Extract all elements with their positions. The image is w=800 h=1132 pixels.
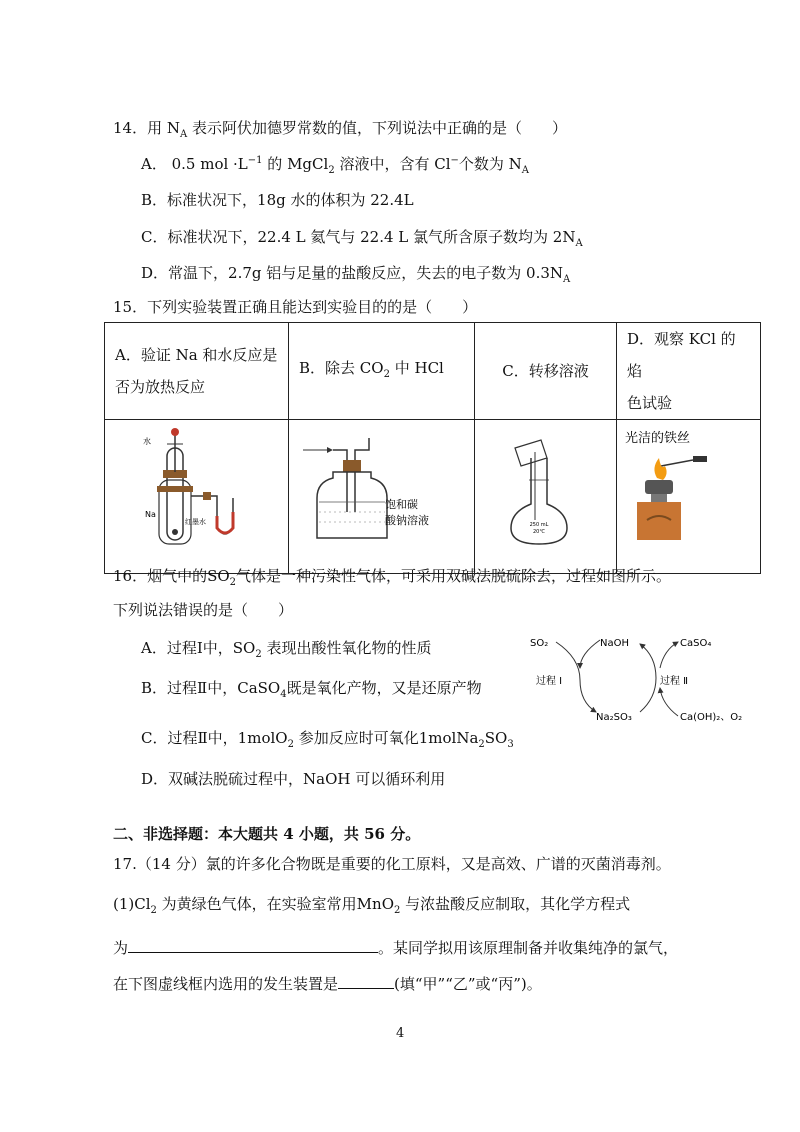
q16-option-d: D．双碱法脱硫过程中，NaOH 可以循环利用	[141, 770, 446, 788]
diagram-na2so3: Na₂SO₃	[596, 712, 632, 723]
q14-option-a: A． 0.5 mol $\cdot L^{-1}$ 的 MgCl$_2$ 溶液中，含有 Cl−个数为 $N_A$	[141, 155, 530, 176]
q14-option-d: D．常温下，2.7g 铝与足量的盐酸反应，失去的电子数为 $0.3N_A$	[141, 264, 571, 285]
diagram-process-2: 过程 Ⅱ	[660, 676, 689, 687]
q17-stem: 17.（14 分）氯的许多化合物既是重要的化工原料，又是高效、广谱的灭菌消毒剂。	[113, 855, 671, 873]
red-ink-label: 红墨水	[185, 518, 206, 526]
q16-stem-2: 下列说法错误的是（ ）	[113, 601, 294, 619]
diagram-arrow-5	[660, 642, 678, 668]
diagram-so2: SO₂	[530, 638, 549, 649]
diagram-caoh2-o2: Ca(OH)₂、O₂	[680, 712, 743, 723]
na-water-apparatus-image	[105, 420, 289, 562]
q14-option-b: B．标准状况下，18g 水的体积为 22.4L	[141, 191, 414, 209]
q15-apparatus-table	[104, 322, 761, 574]
q15-stem: 15．下列实验装置正确且能达到实验目的的是（ ）	[113, 298, 478, 316]
q17-part1-line1: $(1)Cl_2$ 为黄绿色气体，在实验室常用MnO$_2$ 与浓盐酸反应制取，其化学方程式	[113, 895, 631, 916]
cell-d-caption: D．观察 KCl 的焰 色试验	[617, 323, 761, 420]
cell-b-caption: B．除去 $CO_2$ 中 HCl	[289, 323, 475, 420]
water-label: 水	[143, 437, 151, 446]
cell-b-apparatus	[289, 420, 475, 574]
solution-label-2: 酸钠溶液	[385, 514, 429, 527]
q16-stem-1: 16．烟气中的$SO_2$气体是一种污染性气体，可采用双碱法脱硫除去，过程如图所示。	[113, 567, 672, 588]
solution-label-1: 饱和碳	[385, 498, 418, 511]
cell-a-caption: A．验证 Na 和水反应是 否为放热反应	[105, 323, 289, 420]
cell-c-apparatus	[475, 420, 617, 574]
q17-part1-line3: 在下图虚线框内选用的发生装置是 (填“甲”“乙”或“丙”)。	[113, 975, 542, 993]
cell-a-apparatus	[105, 420, 289, 574]
q14-option-c: C．标准状况下，22.4 L 氦气与 22.4 L 氯气所含原子数均为 $2N_A$	[141, 228, 583, 249]
diagram-caso4: CaSO₄	[680, 638, 712, 649]
double-alkali-process-diagram	[528, 628, 760, 728]
apparatus-answer-blank[interactable]	[338, 974, 394, 989]
gas-washing-bottle-image	[289, 420, 475, 562]
equation-answer-blank[interactable]	[128, 938, 378, 953]
q16-option-b: B．过程Ⅱ中，CaSO$_4$既是氧化产物，又是还原产物	[141, 679, 482, 700]
section-2-heading: 二、非选择题：本大题共 4 小题，共 56 分。	[113, 825, 421, 843]
flame-test-image	[617, 420, 761, 562]
flask-volume-label: 250 mL	[529, 522, 549, 528]
q16-option-c: C．过程Ⅱ中，1molO$_2$ 参加反应时可氧化$1molNa_2SO_3$	[141, 729, 514, 750]
q16-option-a: A．过程Ⅰ中，$SO_2$ 表现出酸性氧化物的性质	[141, 639, 432, 660]
diagram-arrow-3	[640, 644, 656, 712]
cell-d-apparatus	[617, 420, 761, 574]
diagram-process-1: 过程 Ⅰ	[536, 676, 563, 687]
q14-stem: 14．用 $N_A$ 表示阿伏加德罗常数的值，下列说法中正确的是（ ）	[113, 119, 567, 140]
flask-temp-label: 20℃	[533, 529, 545, 535]
na-label: Na	[145, 510, 156, 519]
diagram-arrow-2	[580, 640, 600, 668]
volumetric-flask-image	[475, 420, 617, 562]
q17-part1-line2: 为 。某同学拟用该原理制备并收集纯净的氯气，	[113, 939, 679, 957]
diagram-naoh: NaOH	[600, 638, 629, 649]
page-number: 4	[396, 1026, 405, 1041]
iron-wire-label: 光洁的铁丝	[625, 431, 691, 446]
cell-c-caption: C．转移溶液	[475, 323, 617, 420]
diagram-arrow-4	[660, 688, 678, 716]
